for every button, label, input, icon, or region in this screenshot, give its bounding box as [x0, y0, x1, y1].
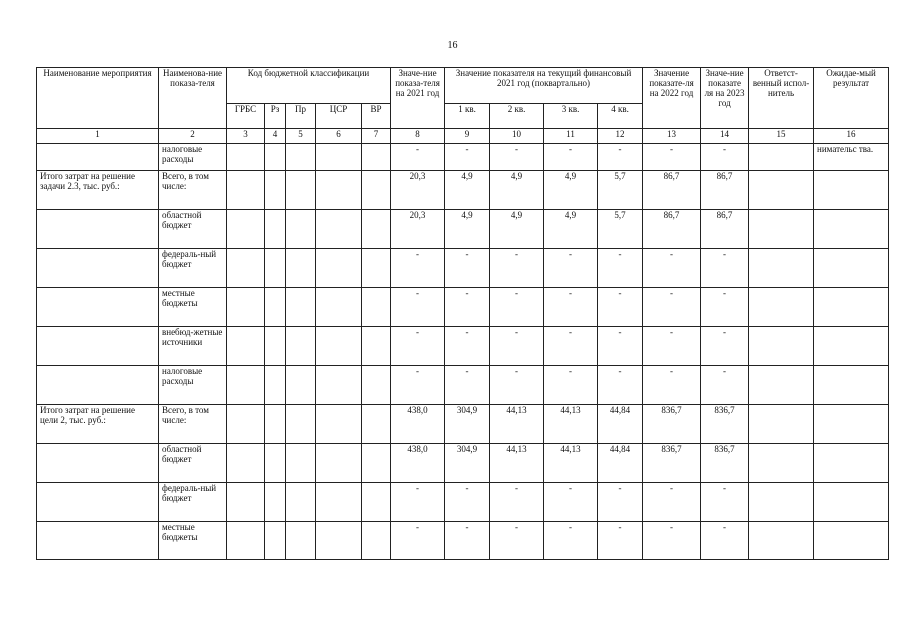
- vr-cell: [362, 171, 391, 210]
- csr-cell: [316, 444, 362, 483]
- row-event-name: [37, 288, 159, 327]
- header-value-2022: Значение показате-ля на 2022 год: [643, 68, 701, 129]
- header-responsible: Ответст-венный испол-нитель: [749, 68, 814, 129]
- value-2023: 86,7: [701, 171, 749, 210]
- value-2023: 86,7: [701, 210, 749, 249]
- value-2022: -: [643, 288, 701, 327]
- responsible-cell: [749, 366, 814, 405]
- vr-cell: [362, 522, 391, 560]
- row-indicator: федераль-ный бюджет: [159, 249, 227, 288]
- responsible-cell: [749, 210, 814, 249]
- column-number: 4: [265, 129, 286, 144]
- column-number: 11: [544, 129, 598, 144]
- column-number: 15: [749, 129, 814, 144]
- value-q4: -: [598, 144, 643, 171]
- value-2023: 836,7: [701, 405, 749, 444]
- row-event-name: [37, 210, 159, 249]
- value-2023: -: [701, 522, 749, 560]
- vr-cell: [362, 366, 391, 405]
- row-event-name: [37, 522, 159, 560]
- grbs-cell: [227, 483, 265, 522]
- value-q1: 304,9: [445, 444, 490, 483]
- value-q3: -: [544, 249, 598, 288]
- value-q2: -: [490, 288, 544, 327]
- page-number: 16: [447, 40, 458, 51]
- csr-cell: [316, 483, 362, 522]
- column-number: 16: [814, 129, 889, 144]
- pr-cell: [286, 144, 316, 171]
- value-q3: -: [544, 522, 598, 560]
- table-row: [37, 171, 889, 210]
- responsible-cell: [749, 249, 814, 288]
- vr-cell: [362, 144, 391, 171]
- vr-cell: [362, 288, 391, 327]
- csr-cell: [316, 249, 362, 288]
- responsible-cell: [749, 144, 814, 171]
- row-event-name: [37, 366, 159, 405]
- csr-cell: [316, 210, 362, 249]
- grbs-cell: [227, 288, 265, 327]
- responsible-cell: [749, 444, 814, 483]
- vr-cell: [362, 327, 391, 366]
- expected-result: [814, 405, 889, 444]
- column-number: 2: [159, 129, 227, 144]
- row-indicator: местные бюджеты: [159, 522, 227, 560]
- value-q1: 4,9: [445, 210, 490, 249]
- expected-result: [814, 444, 889, 483]
- value-q3: 4,9: [544, 210, 598, 249]
- value-2022: 86,7: [643, 171, 701, 210]
- table-row: [37, 444, 889, 483]
- rz-cell: [265, 288, 286, 327]
- value-2022: -: [643, 522, 701, 560]
- csr-cell: [316, 366, 362, 405]
- value-q2: -: [490, 522, 544, 560]
- vr-cell: [362, 405, 391, 444]
- table-row: [37, 210, 889, 249]
- value-q3: -: [544, 483, 598, 522]
- vr-cell: [362, 210, 391, 249]
- budget-table: [36, 67, 889, 560]
- rz-cell: [265, 171, 286, 210]
- column-number: 13: [643, 129, 701, 144]
- header-rz: Рз: [265, 104, 286, 129]
- value-q2: -: [490, 327, 544, 366]
- value-q3: -: [544, 366, 598, 405]
- value-2023: -: [701, 288, 749, 327]
- row-event-name: [37, 249, 159, 288]
- value-2023: -: [701, 249, 749, 288]
- value-2022: -: [643, 327, 701, 366]
- table-row: [37, 327, 889, 366]
- row-event-name: [37, 144, 159, 171]
- value-2022: 836,7: [643, 405, 701, 444]
- csr-cell: [316, 522, 362, 560]
- value-q1: -: [445, 366, 490, 405]
- value-2023: -: [701, 144, 749, 171]
- expected-result: [814, 522, 889, 560]
- value-q2: -: [490, 144, 544, 171]
- value-q2: 4,9: [490, 210, 544, 249]
- responsible-cell: [749, 483, 814, 522]
- value-q4: -: [598, 327, 643, 366]
- header-q3: 3 кв.: [544, 104, 598, 129]
- table-row: [37, 366, 889, 405]
- grbs-cell: [227, 366, 265, 405]
- pr-cell: [286, 249, 316, 288]
- value-2023: -: [701, 483, 749, 522]
- column-number: 14: [701, 129, 749, 144]
- rz-cell: [265, 522, 286, 560]
- value-2021: 438,0: [391, 444, 445, 483]
- column-number: 7: [362, 129, 391, 144]
- rz-cell: [265, 366, 286, 405]
- value-2021: -: [391, 288, 445, 327]
- value-q1: -: [445, 327, 490, 366]
- value-q4: -: [598, 483, 643, 522]
- row-indicator: налоговые расходы: [159, 366, 227, 405]
- expected-result: [814, 171, 889, 210]
- value-q1: -: [445, 144, 490, 171]
- value-q4: -: [598, 522, 643, 560]
- pr-cell: [286, 366, 316, 405]
- value-q1: -: [445, 483, 490, 522]
- value-q3: 44,13: [544, 444, 598, 483]
- row-indicator: областной бюджет: [159, 444, 227, 483]
- pr-cell: [286, 327, 316, 366]
- value-q4: 44,84: [598, 444, 643, 483]
- table-row: [37, 288, 889, 327]
- header-vr: ВР: [362, 104, 391, 129]
- row-indicator: Всего, в том числе:: [159, 405, 227, 444]
- rz-cell: [265, 327, 286, 366]
- row-event-name: Итого затрат на решение цели 2, тыс. руб.:: [37, 405, 159, 444]
- value-q2: -: [490, 483, 544, 522]
- expected-result: [814, 483, 889, 522]
- value-q1: -: [445, 522, 490, 560]
- value-q1: 304,9: [445, 405, 490, 444]
- table-row: [37, 144, 889, 171]
- header-value-2021: Значе-ние показа-теля на 2021 год: [391, 68, 445, 129]
- row-event-name: [37, 444, 159, 483]
- csr-cell: [316, 327, 362, 366]
- value-2022: -: [643, 249, 701, 288]
- responsible-cell: [749, 171, 814, 210]
- grbs-cell: [227, 327, 265, 366]
- responsible-cell: [749, 522, 814, 560]
- vr-cell: [362, 444, 391, 483]
- table-row: [37, 522, 889, 560]
- value-q2: 44,13: [490, 444, 544, 483]
- value-2021: -: [391, 327, 445, 366]
- csr-cell: [316, 288, 362, 327]
- value-q4: -: [598, 366, 643, 405]
- value-2021: 438,0: [391, 405, 445, 444]
- expected-result: нимательс тва.: [814, 144, 889, 171]
- header-expected-result: Ожидае-мый результат: [814, 68, 889, 129]
- value-q1: -: [445, 249, 490, 288]
- grbs-cell: [227, 171, 265, 210]
- value-q3: -: [544, 288, 598, 327]
- pr-cell: [286, 405, 316, 444]
- header-event-name: Наименование мероприятия: [37, 68, 159, 129]
- value-2021: 20,3: [391, 171, 445, 210]
- rz-cell: [265, 144, 286, 171]
- value-q4: 5,7: [598, 171, 643, 210]
- row-indicator: областной бюджет: [159, 210, 227, 249]
- value-2022: -: [643, 483, 701, 522]
- value-q4: -: [598, 288, 643, 327]
- column-number-row: [37, 129, 889, 144]
- header-grbs: ГРБС: [227, 104, 265, 129]
- pr-cell: [286, 522, 316, 560]
- value-q4: 5,7: [598, 210, 643, 249]
- value-2021: -: [391, 366, 445, 405]
- responsible-cell: [749, 288, 814, 327]
- row-event-name: [37, 483, 159, 522]
- column-number: 12: [598, 129, 643, 144]
- header-pr: Пр: [286, 104, 316, 129]
- header-q1: 1 кв.: [445, 104, 490, 129]
- expected-result: [814, 210, 889, 249]
- row-indicator: Всего, в том числе:: [159, 171, 227, 210]
- value-q3: -: [544, 144, 598, 171]
- value-q1: 4,9: [445, 171, 490, 210]
- header-csr: ЦСР: [316, 104, 362, 129]
- pr-cell: [286, 483, 316, 522]
- column-number: 9: [445, 129, 490, 144]
- header-budget-code: Код бюджетной классификации: [227, 68, 391, 104]
- value-q2: 44,13: [490, 405, 544, 444]
- pr-cell: [286, 444, 316, 483]
- grbs-cell: [227, 405, 265, 444]
- value-q1: -: [445, 288, 490, 327]
- column-number: 10: [490, 129, 544, 144]
- pr-cell: [286, 210, 316, 249]
- column-number: 8: [391, 129, 445, 144]
- value-q3: 4,9: [544, 171, 598, 210]
- value-2023: 836,7: [701, 444, 749, 483]
- value-q4: 44,84: [598, 405, 643, 444]
- column-number: 5: [286, 129, 316, 144]
- value-2021: -: [391, 144, 445, 171]
- column-number: 6: [316, 129, 362, 144]
- header-indicator-name: Наименова-ние показа-теля: [159, 68, 227, 129]
- csr-cell: [316, 405, 362, 444]
- responsible-cell: [749, 405, 814, 444]
- value-q3: -: [544, 327, 598, 366]
- header-q4: 4 кв.: [598, 104, 643, 129]
- row-indicator: внебюд-жетные источники: [159, 327, 227, 366]
- value-2021: -: [391, 522, 445, 560]
- row-indicator: налоговые расходы: [159, 144, 227, 171]
- header-value-2023: Значе-ние показате ля на 2023 год: [701, 68, 749, 129]
- value-2022: 836,7: [643, 444, 701, 483]
- responsible-cell: [749, 327, 814, 366]
- header-q2: 2 кв.: [490, 104, 544, 129]
- value-2022: 86,7: [643, 210, 701, 249]
- vr-cell: [362, 483, 391, 522]
- row-indicator: местные бюджеты: [159, 288, 227, 327]
- value-q2: -: [490, 249, 544, 288]
- grbs-cell: [227, 522, 265, 560]
- row-indicator: федераль-ный бюджет: [159, 483, 227, 522]
- value-2023: -: [701, 327, 749, 366]
- header-current-year: Значение показателя на текущий финансовый 2021 год (поквартально): [445, 68, 643, 104]
- column-number: 3: [227, 129, 265, 144]
- value-2021: -: [391, 483, 445, 522]
- table-row: [37, 483, 889, 522]
- rz-cell: [265, 210, 286, 249]
- value-q4: -: [598, 249, 643, 288]
- value-2022: -: [643, 144, 701, 171]
- table-row: [37, 405, 889, 444]
- value-2021: -: [391, 249, 445, 288]
- rz-cell: [265, 249, 286, 288]
- csr-cell: [316, 171, 362, 210]
- expected-result: [814, 366, 889, 405]
- value-q2: 4,9: [490, 171, 544, 210]
- value-2022: -: [643, 366, 701, 405]
- grbs-cell: [227, 210, 265, 249]
- value-q3: 44,13: [544, 405, 598, 444]
- value-q2: -: [490, 366, 544, 405]
- expected-result: [814, 249, 889, 288]
- grbs-cell: [227, 249, 265, 288]
- pr-cell: [286, 171, 316, 210]
- expected-result: [814, 288, 889, 327]
- column-number: 1: [37, 129, 159, 144]
- rz-cell: [265, 405, 286, 444]
- csr-cell: [316, 144, 362, 171]
- value-2023: -: [701, 366, 749, 405]
- grbs-cell: [227, 144, 265, 171]
- table-row: [37, 249, 889, 288]
- row-event-name: [37, 327, 159, 366]
- grbs-cell: [227, 444, 265, 483]
- vr-cell: [362, 249, 391, 288]
- pr-cell: [286, 288, 316, 327]
- value-2021: 20,3: [391, 210, 445, 249]
- expected-result: [814, 327, 889, 366]
- row-event-name: Итого затрат на решение задачи 2.3, тыс. руб.:: [37, 171, 159, 210]
- rz-cell: [265, 444, 286, 483]
- rz-cell: [265, 483, 286, 522]
